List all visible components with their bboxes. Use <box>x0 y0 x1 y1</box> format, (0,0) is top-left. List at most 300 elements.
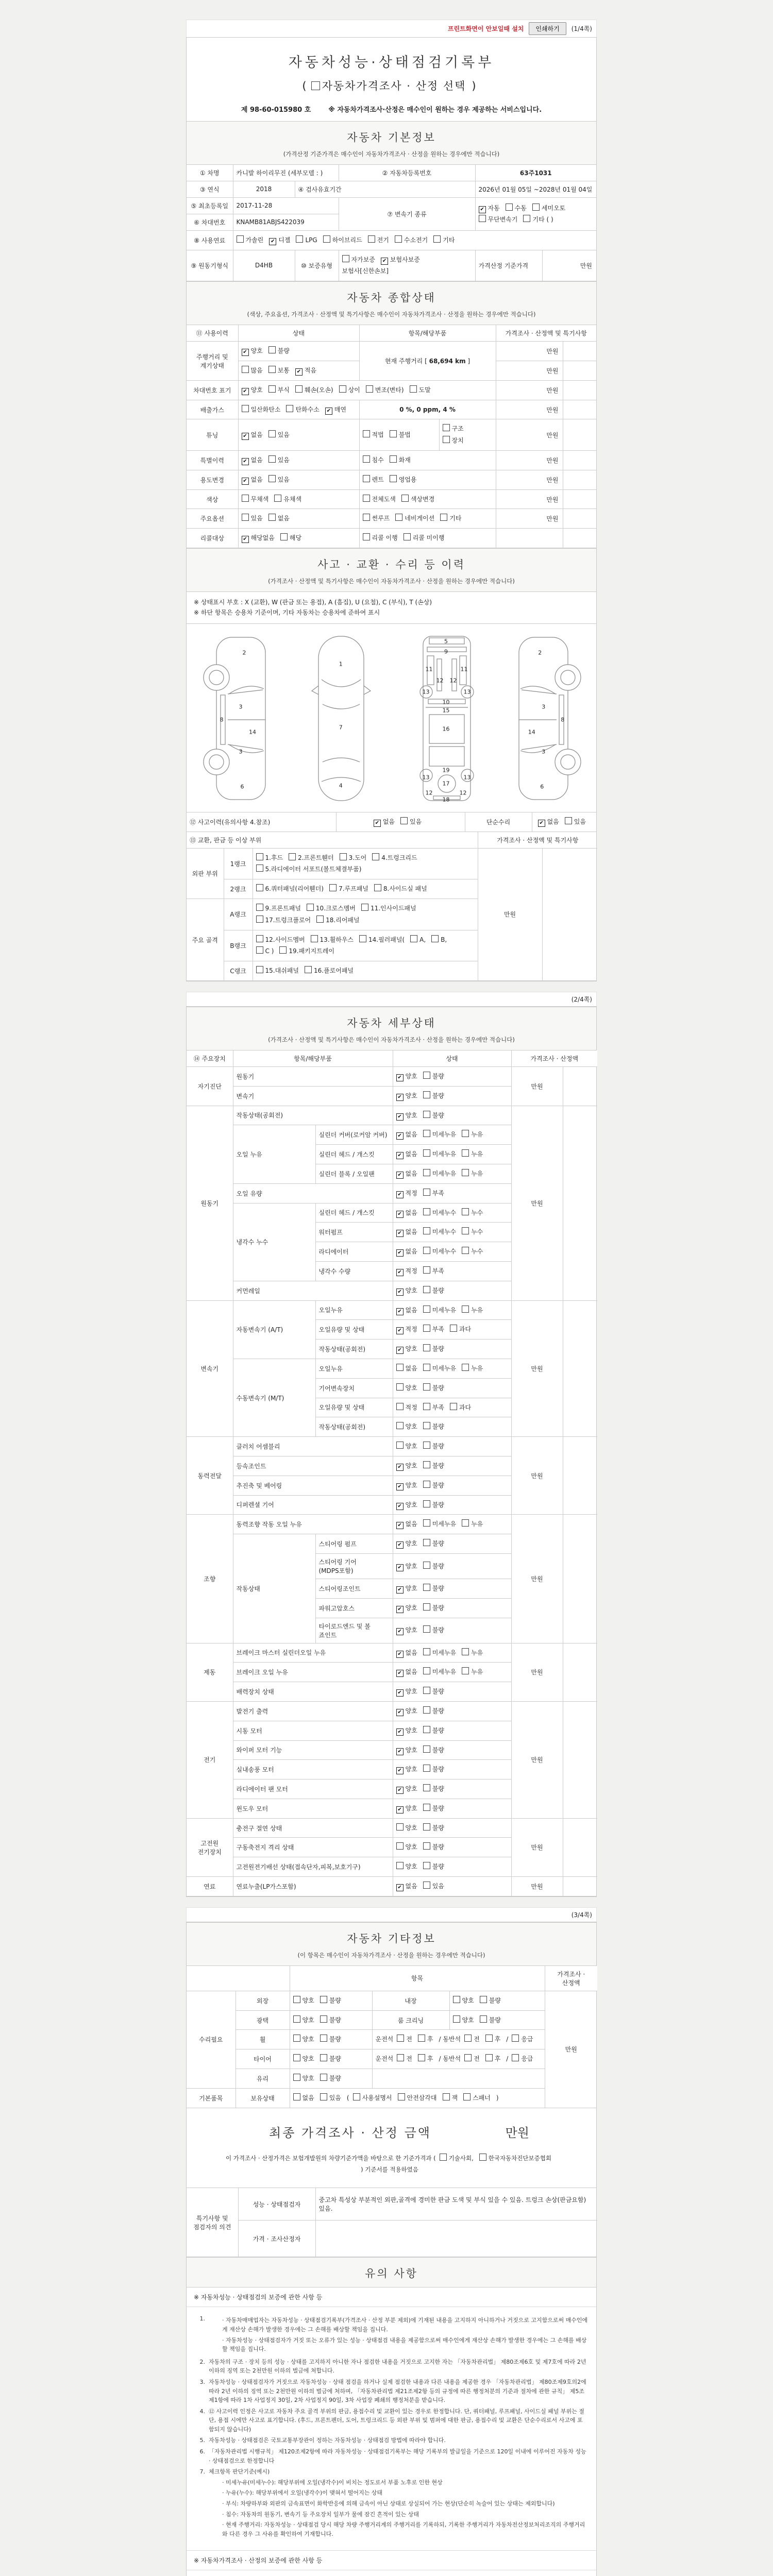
checkbox-option[interactable] <box>390 454 411 466</box>
checkbox-option[interactable] <box>423 1602 444 1614</box>
checkbox-option[interactable] <box>423 1129 456 1141</box>
checkbox-option[interactable] <box>423 1402 444 1414</box>
checkbox-label: C ) <box>265 947 274 955</box>
notice-block-b-title: ※ 자동차가격조사 · 산정의 보증에 관한 사항 등 <box>187 2550 596 2570</box>
checkbox-icon <box>423 1364 430 1371</box>
checkbox-option[interactable] <box>268 384 290 396</box>
price-unit: 만원 <box>496 489 563 509</box>
checkbox-option[interactable] <box>396 1841 417 1853</box>
checkbox-option[interactable] <box>423 1285 444 1297</box>
checkbox-option[interactable] <box>423 1764 444 1775</box>
car-diagram-top <box>292 632 385 805</box>
checkbox-icon <box>462 1149 469 1157</box>
checkbox-option[interactable] <box>396 1880 417 1892</box>
checkbox-option[interactable] <box>305 965 354 977</box>
checkbox-option[interactable] <box>296 234 317 246</box>
checkbox-option[interactable] <box>286 404 319 416</box>
checkbox-label: 미세누유 <box>432 1364 457 1372</box>
checkbox-option[interactable] <box>256 965 299 977</box>
checkbox-option[interactable] <box>453 2014 474 2026</box>
checkbox-icon <box>363 495 370 502</box>
opinion-group-label: 특기사항 및 점검자의 의견 <box>187 2188 238 2257</box>
group-label: 기본품목 <box>187 2088 236 2107</box>
checkbox-option[interactable] <box>366 384 404 396</box>
notice-number: 1. <box>199 2315 205 2323</box>
checkbox-option[interactable] <box>423 1168 456 1180</box>
checkbox-option[interactable] <box>359 934 405 946</box>
basic-items-options <box>290 2088 545 2107</box>
checkbox-option[interactable] <box>512 2033 533 2045</box>
checkbox-option[interactable] <box>293 2053 314 2065</box>
checkbox-option[interactable] <box>440 2153 474 2164</box>
checkbox-icon <box>404 533 411 540</box>
checkbox-icon: ✔ <box>396 1728 404 1736</box>
checkbox-option[interactable] <box>398 2092 437 2104</box>
checkbox-option[interactable] <box>423 1744 444 1756</box>
checkbox-label: 가솔린 <box>245 236 264 244</box>
checkbox-option[interactable] <box>268 365 290 377</box>
checkbox-label: 불량 <box>329 2036 341 2043</box>
checkbox-option[interactable] <box>320 2073 341 2084</box>
diagram-part-number: 3 <box>239 703 243 710</box>
print-button[interactable]: 인쇄하기 <box>529 22 566 35</box>
checkbox-option[interactable] <box>506 202 527 214</box>
checkbox-option[interactable] <box>396 1538 417 1550</box>
checkbox-option[interactable] <box>396 1822 417 1834</box>
checkbox-option[interactable] <box>423 1343 444 1355</box>
checkbox-option[interactable] <box>396 1480 417 1492</box>
checkbox-option[interactable] <box>295 384 333 396</box>
checkbox-option[interactable] <box>395 513 434 524</box>
checkbox-option[interactable] <box>307 903 356 914</box>
checkbox-option[interactable] <box>462 1129 483 1141</box>
state-options <box>393 1534 511 1554</box>
checkbox-option[interactable] <box>410 384 431 396</box>
checkbox-option[interactable] <box>374 816 395 828</box>
checkbox-option[interactable] <box>311 934 354 946</box>
checkbox-option[interactable] <box>418 2033 433 2045</box>
checkbox-option[interactable] <box>423 1148 456 1160</box>
checkbox-option[interactable] <box>433 234 455 246</box>
checkbox-option[interactable] <box>485 2053 501 2065</box>
checkbox-option[interactable] <box>396 1647 417 1659</box>
checkbox-option[interactable] <box>289 852 333 864</box>
state-options <box>290 1991 372 2010</box>
checkbox-icon <box>464 2054 472 2061</box>
checkbox-option[interactable] <box>479 202 500 214</box>
checkbox-option[interactable] <box>293 2073 314 2084</box>
checkbox-icon <box>440 514 447 521</box>
checkbox-option[interactable] <box>396 1666 417 1678</box>
checkbox-option[interactable] <box>363 429 384 441</box>
checkbox-option[interactable] <box>396 1110 417 1122</box>
checkbox-option[interactable] <box>423 1421 444 1433</box>
checkbox-option[interactable] <box>372 852 417 864</box>
checkbox-option[interactable] <box>423 1363 456 1375</box>
checkbox-option[interactable] <box>423 1647 456 1659</box>
checkbox-option[interactable] <box>396 1265 417 1277</box>
checkbox-icon <box>423 1726 430 1733</box>
checkbox-option[interactable] <box>396 1324 417 1335</box>
checkbox-option[interactable] <box>485 2033 501 2045</box>
checkbox-option[interactable] <box>396 1071 417 1082</box>
checkbox-icon <box>443 2093 450 2100</box>
checkbox-option[interactable] <box>396 1188 417 1199</box>
checkbox-option[interactable] <box>396 1440 417 1452</box>
checkbox-option[interactable] <box>396 1744 417 1756</box>
checkbox-option[interactable] <box>280 532 301 544</box>
checkbox-option[interactable] <box>423 1538 444 1550</box>
comprehensive-table <box>187 325 596 548</box>
checkbox-option[interactable] <box>397 2033 412 2045</box>
checkbox-option[interactable] <box>443 423 464 435</box>
checkbox-label: 후 <box>494 2055 501 2063</box>
checkbox-option[interactable] <box>410 934 426 946</box>
checkbox-label: 있음 <box>277 476 290 483</box>
checkbox-option[interactable] <box>268 474 290 486</box>
checkbox-option[interactable] <box>242 454 263 466</box>
state-options <box>393 1495 511 1515</box>
section-title: 유의 사항 <box>365 2267 418 2280</box>
checkbox-option[interactable] <box>242 494 269 505</box>
checkbox-option[interactable] <box>396 1725 417 1737</box>
checkbox-option[interactable] <box>440 513 461 524</box>
checkbox-option[interactable] <box>256 903 301 914</box>
section-title: 자동차 기타정보 <box>347 1932 436 1945</box>
checkbox-option[interactable] <box>423 1705 444 1717</box>
accident-history-table <box>187 812 597 832</box>
checkbox-option[interactable] <box>396 1460 417 1472</box>
group-label: 수리필요 <box>187 1991 236 2088</box>
checkbox-option[interactable] <box>532 202 565 214</box>
checkbox-option[interactable] <box>396 1499 417 1511</box>
checkbox-option[interactable] <box>396 1803 417 1815</box>
checkbox-option[interactable] <box>256 883 324 895</box>
checkbox-option[interactable] <box>423 1725 444 1737</box>
checkbox-option[interactable] <box>311 76 466 97</box>
checkbox-option[interactable] <box>418 2053 433 2065</box>
checkbox-option[interactable] <box>320 2092 341 2104</box>
checkbox-option[interactable] <box>374 883 427 895</box>
checkbox-option[interactable] <box>363 513 390 524</box>
state-options <box>393 1643 511 1663</box>
checkbox-option[interactable] <box>453 1995 474 2007</box>
checkbox-option[interactable] <box>462 1647 483 1659</box>
checkbox-icon <box>423 1584 430 1591</box>
final-price-title: 최종 가격조사 · 산정 금액 <box>269 2125 431 2140</box>
checkbox-option[interactable] <box>404 532 445 544</box>
checkbox-option[interactable] <box>462 1226 483 1238</box>
checkbox-option[interactable] <box>397 2053 412 2065</box>
checkbox-option[interactable] <box>329 883 368 895</box>
checkbox-option[interactable] <box>395 234 428 246</box>
checkbox-icon <box>512 2035 519 2042</box>
checkbox-icon <box>512 2054 519 2061</box>
checkbox-option[interactable] <box>396 1207 417 1219</box>
checkbox-option[interactable] <box>464 2053 480 2065</box>
checkbox-option[interactable] <box>443 435 464 447</box>
checkbox-option[interactable] <box>268 429 290 441</box>
checkbox-option[interactable] <box>396 1583 417 1595</box>
checkbox-label: 도말 <box>418 386 431 394</box>
final-price-unit: 만원 <box>505 2125 529 2140</box>
checkbox-option[interactable] <box>463 2092 491 2104</box>
notices-body <box>187 2287 596 2576</box>
checkbox-label: 양호 <box>405 1843 417 1851</box>
checkbox-option[interactable] <box>479 214 518 226</box>
checkbox-option[interactable] <box>396 1382 417 1394</box>
checkbox-label: 불량 <box>432 1501 444 1509</box>
checkbox-option[interactable] <box>279 945 334 957</box>
checkbox-icon: ✔ <box>396 1628 404 1635</box>
checkbox-option[interactable] <box>342 254 375 266</box>
checkbox-option[interactable] <box>396 1686 417 1698</box>
state-options <box>393 1598 511 1618</box>
checkbox-option[interactable] <box>423 1246 456 1258</box>
checkbox-option[interactable] <box>293 1995 314 2007</box>
checkbox-icon <box>342 255 349 262</box>
checkbox-option[interactable] <box>423 1841 444 1853</box>
checkbox-option[interactable] <box>361 903 416 914</box>
checkbox-icon <box>363 455 370 463</box>
checkbox-option[interactable] <box>390 474 417 486</box>
checkbox-option[interactable] <box>242 513 263 524</box>
checkbox-option[interactable] <box>242 532 275 544</box>
checkbox-icon <box>450 1325 457 1332</box>
checkbox-option[interactable] <box>450 1402 471 1414</box>
checkbox-option[interactable] <box>565 816 586 828</box>
checkbox-option[interactable] <box>363 494 396 505</box>
diagram-part-number: 7 <box>339 724 343 731</box>
checkbox-option[interactable] <box>423 1518 456 1530</box>
diagram-part-number: 18 <box>442 796 450 803</box>
checkbox-option[interactable] <box>396 1129 417 1141</box>
checkbox-option[interactable] <box>423 1440 444 1452</box>
checkbox-option[interactable] <box>462 1246 483 1258</box>
checkbox-option[interactable] <box>400 816 422 828</box>
checkbox-option[interactable] <box>538 816 559 828</box>
checkbox-icon: ✔ <box>396 1249 404 1257</box>
checkbox-option[interactable] <box>396 1705 417 1717</box>
checkbox-option[interactable] <box>396 1764 417 1775</box>
checkbox-option[interactable] <box>396 1168 417 1180</box>
checkbox-option[interactable] <box>423 1304 456 1316</box>
checkbox-label: 누유 <box>471 1131 483 1139</box>
checkbox-label: 18.리어패널 <box>326 916 360 924</box>
checkbox-option[interactable] <box>462 1666 483 1678</box>
checkbox-option[interactable] <box>293 2033 314 2045</box>
checkbox-option[interactable] <box>396 1363 417 1375</box>
checkbox-option[interactable] <box>450 1324 471 1335</box>
item-label: 광택 <box>236 2010 290 2030</box>
checkbox-option[interactable] <box>423 1110 444 1122</box>
checkbox-option[interactable] <box>396 1304 417 1316</box>
checkbox-option[interactable] <box>480 2014 501 2026</box>
item-label: 윈도우 모터 <box>233 1799 393 1818</box>
checkbox-option[interactable] <box>368 234 389 246</box>
checkbox-option[interactable] <box>396 1518 417 1530</box>
item-label: 타이어 <box>236 2049 290 2069</box>
checkbox-option[interactable] <box>462 1304 483 1316</box>
checkbox-option[interactable] <box>363 454 384 466</box>
checkbox-option[interactable] <box>242 365 263 377</box>
checkbox-option[interactable] <box>340 852 367 864</box>
checkbox-option[interactable] <box>396 1783 417 1795</box>
checkbox-option[interactable] <box>423 1071 444 1082</box>
checkbox-icon: ✔ <box>396 1152 404 1159</box>
checkbox-option[interactable] <box>396 1624 417 1636</box>
checkbox-option[interactable] <box>423 1188 444 1199</box>
checkbox-icon <box>462 1364 469 1371</box>
checkbox-label: 부족 <box>432 1326 444 1333</box>
checkbox-label: 15.대쉬패널 <box>265 967 299 975</box>
checkbox-option[interactable] <box>423 1460 444 1472</box>
checkbox-option[interactable] <box>423 1686 444 1698</box>
checkbox-option[interactable] <box>423 1499 444 1511</box>
checkbox-option[interactable] <box>320 2033 341 2045</box>
checkbox-label: 7.루프패널 <box>339 885 368 893</box>
checkbox-option[interactable] <box>423 1666 456 1678</box>
checkbox-option[interactable] <box>339 384 360 396</box>
checkbox-icon <box>396 1383 404 1391</box>
checkbox-option[interactable] <box>462 1168 483 1180</box>
checkbox-option[interactable] <box>268 454 290 466</box>
checkbox-option[interactable] <box>256 863 362 875</box>
checkbox-option[interactable] <box>401 494 434 505</box>
checkbox-option[interactable] <box>523 214 553 226</box>
checkbox-option[interactable] <box>423 1265 444 1277</box>
option-text: / 동반석 <box>439 2036 461 2043</box>
checkbox-option[interactable] <box>268 513 290 524</box>
col-header: 가격조사 · 산정액 <box>511 1050 597 1067</box>
checkbox-option[interactable] <box>423 1324 444 1335</box>
checkbox-option[interactable] <box>323 234 362 246</box>
checkbox-option[interactable] <box>256 914 311 926</box>
checkbox-option[interactable] <box>316 914 359 926</box>
checkbox-option[interactable] <box>242 384 263 396</box>
checkbox-option[interactable] <box>423 1803 444 1815</box>
checkbox-icon <box>286 405 293 412</box>
diagram-part-number: 15 <box>442 707 450 714</box>
checkbox-option[interactable] <box>256 945 274 957</box>
state-options <box>393 1579 511 1598</box>
checkbox-option[interactable] <box>242 429 263 441</box>
checkbox-option[interactable] <box>242 474 263 486</box>
section-other-info <box>187 1922 596 1966</box>
checkbox-option[interactable] <box>396 1421 417 1433</box>
group-label: 변속기 <box>187 1300 233 1437</box>
checkbox-option[interactable] <box>390 429 411 441</box>
checkbox-icon <box>293 2093 300 2100</box>
checkbox-option[interactable] <box>320 2053 341 2065</box>
checkbox-option[interactable] <box>293 2092 314 2104</box>
checkbox-option[interactable] <box>423 1880 444 1892</box>
checkbox-option[interactable] <box>480 1995 501 2007</box>
checkbox-icon <box>359 935 366 942</box>
col-header: ⑪ 사용이력 <box>187 325 238 342</box>
checkbox-option[interactable] <box>396 1561 417 1572</box>
checkbox-option[interactable] <box>423 1624 444 1636</box>
checkbox-option[interactable] <box>462 1148 483 1160</box>
checkbox-option[interactable] <box>268 345 290 357</box>
checkbox-label: 자동차가격조사 · 산정 선택 <box>322 80 466 92</box>
checkbox-option[interactable] <box>479 2153 551 2164</box>
checkbox-option[interactable] <box>242 345 263 357</box>
checkbox-option[interactable] <box>423 1226 456 1238</box>
checkbox-label: 불량 <box>432 1766 444 1773</box>
checkbox-option[interactable] <box>320 2014 341 2026</box>
checkbox-option[interactable] <box>353 2092 392 2104</box>
checkbox-label: 해당 <box>289 534 302 542</box>
checkbox-option[interactable] <box>423 1583 444 1595</box>
checkbox-label: 양호 <box>405 1562 417 1570</box>
checkbox-option[interactable] <box>363 532 398 544</box>
checkbox-option[interactable] <box>396 1285 417 1297</box>
checkbox-option[interactable] <box>363 474 384 486</box>
checkbox-option[interactable] <box>423 1822 444 1834</box>
diagram-part-number: 12 <box>436 677 444 684</box>
checkbox-option[interactable] <box>293 2014 314 2026</box>
checkbox-option[interactable] <box>256 934 305 946</box>
diagram-part-number: 14 <box>249 728 256 736</box>
checkbox-option[interactable] <box>325 404 346 416</box>
checkbox-option[interactable] <box>423 1090 444 1102</box>
checkbox-option[interactable] <box>512 2053 533 2065</box>
checkbox-option[interactable] <box>381 254 420 266</box>
checkbox-option[interactable] <box>396 1402 417 1414</box>
checkbox-option[interactable] <box>396 1343 417 1355</box>
checkbox-option[interactable] <box>396 1226 417 1238</box>
checkbox-option[interactable] <box>320 1995 341 2007</box>
checkbox-label: 양호 <box>302 2075 314 2082</box>
diagram-part-number: 2 <box>538 649 542 656</box>
checkbox-icon <box>320 2093 327 2100</box>
checkbox-option[interactable] <box>396 1090 417 1102</box>
state-options <box>393 1203 511 1223</box>
checkbox-option[interactable] <box>396 1602 417 1614</box>
checkbox-option[interactable] <box>423 1561 444 1572</box>
checkbox-option[interactable] <box>396 1148 417 1160</box>
checkbox-option[interactable] <box>423 1207 456 1219</box>
checkbox-label: 누유 <box>471 1170 483 1177</box>
checkbox-option[interactable] <box>396 1246 417 1258</box>
checkbox-option[interactable] <box>464 2033 480 2045</box>
checkbox-option[interactable] <box>274 494 301 505</box>
state-options <box>393 1476 511 1495</box>
checkbox-option[interactable] <box>269 234 290 246</box>
checkbox-label: 양호 <box>405 1824 417 1832</box>
checkbox-icon <box>462 1227 469 1234</box>
checkbox-icon <box>423 1539 430 1546</box>
checkbox-option[interactable] <box>443 2092 458 2104</box>
checkbox-option[interactable] <box>256 852 283 864</box>
checkbox-option[interactable] <box>423 1480 444 1492</box>
checkbox-option[interactable] <box>423 1861 444 1873</box>
checkbox-option[interactable] <box>462 1207 483 1219</box>
checkbox-option[interactable] <box>423 1382 444 1394</box>
checkbox-option[interactable] <box>423 1783 444 1795</box>
diagram-part-number: 4 <box>339 782 343 789</box>
checkbox-label: 한국자동차진단보증협회 <box>488 2154 551 2162</box>
checkbox-option[interactable] <box>462 1363 483 1375</box>
checkbox-option[interactable] <box>237 234 264 246</box>
checkbox-option[interactable] <box>462 1518 483 1530</box>
checkbox-option[interactable] <box>295 365 316 377</box>
checkbox-option[interactable] <box>396 1861 417 1873</box>
checkbox-option[interactable] <box>431 934 447 946</box>
checkbox-option[interactable] <box>242 404 281 416</box>
checkbox-label: 양호 <box>462 2016 474 2024</box>
